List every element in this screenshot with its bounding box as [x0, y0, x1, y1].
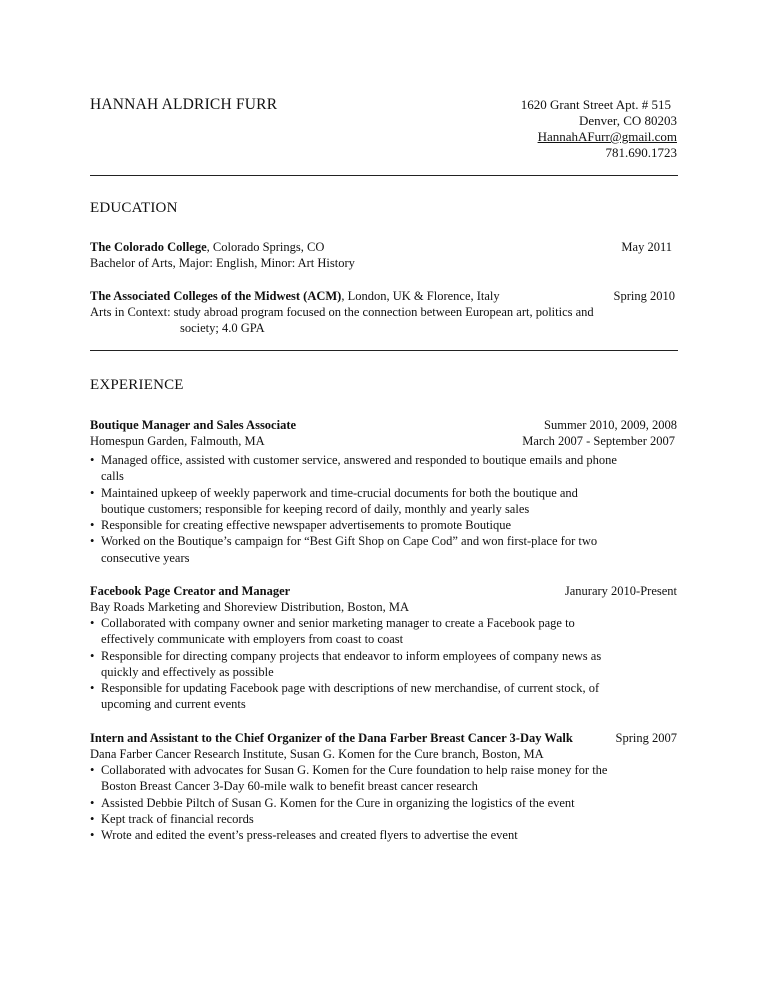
education-entry-1-title: [90, 239, 324, 255]
list-item: • Managed office, assisted with customer service, answered and responded to boutique emails and phone calls: [90, 453, 617, 484]
education-entry-2-program: Arts in Context: study abroad program focused on the connection between European art, politics and: [90, 305, 594, 319]
list-item: • Kept track of financial records: [90, 811, 254, 826]
job-1-date: Summer 2010, 2009, 2008: [544, 418, 677, 432]
job-1-role: Boutique Manager and Sales Associate: [90, 418, 297, 432]
list-item: • Collaborated with company owner and senior marketing manager to create a Facebook page to effectively communicate with employers from coast to coast: [90, 616, 575, 647]
list-item: • Maintained upkeep of weekly paperwork and time-crucial documents for both the boutique and boutique customers; responsible for keeping record of daily, monthly and yearly sales: [90, 485, 578, 516]
list-item: • Responsible for directing company projects that endeavor to inform employees of company news as quickly and effectively as possible: [90, 648, 602, 679]
education-entry-2-program-cont: society; 4.0 GPA: [180, 321, 265, 335]
education-entry-1-degree: Bachelor of Arts, Major: English, Minor: Art History: [90, 256, 355, 270]
school-name: The Associated Colleges of the Midwest (ACM): [90, 289, 342, 303]
job-3-role: Intern and Assistant to the Chief Organizer of the Dana Farber Breast Cancer 3-Day Walk: [90, 731, 573, 745]
education-entry-1-date: May 2011: [621, 240, 672, 254]
job-2-bullets: [90, 615, 690, 713]
list-item: • Wrote and edited the event’s press-releases and created flyers to advertise the event: [90, 828, 518, 843]
list-item: • Responsible for creating effective newspaper advertisements to promote Boutique: [90, 518, 512, 533]
email-link[interactable]: HannahAFurr@gmail.com: [537, 129, 677, 144]
job-1-bullets: [90, 452, 690, 566]
list-item: • Responsible for updating Facebook page with descriptions of new merchandise, of current stock, of upcoming and current events: [90, 681, 600, 712]
education-heading: EDUCATION: [90, 200, 178, 216]
list-item: • Assisted Debbie Piltch of Susan G. Komen for the Cure in organizing the logistics of the event: [90, 795, 575, 810]
job-1-org: Homespun Garden, Falmouth, MA: [90, 434, 265, 448]
job-3-org: Dana Farber Cancer Research Institute, Susan G. Komen for the Cure branch, Boston, MA: [90, 747, 544, 761]
divider: [90, 175, 678, 176]
job-3-bullets: [90, 762, 690, 843]
address-line-2: Denver, CO 80203: [578, 113, 677, 128]
school-location: , London, UK & Florence, Italy: [341, 289, 500, 303]
job-2-role: Facebook Page Creator and Manager: [90, 584, 291, 598]
school-location: , Colorado Springs, CO: [206, 240, 325, 254]
school-name: The Colorado College: [90, 240, 207, 254]
job-1-date-2: March 2007 - September 2007: [522, 434, 675, 448]
job-2-date: Janurary 2010-Present: [564, 584, 677, 598]
contact-block: [521, 97, 677, 161]
experience-heading: EXPERIENCE: [90, 377, 184, 393]
candidate-name: HANNAH ALDRICH FURR: [90, 96, 278, 113]
education-entry-2-date: Spring 2010: [613, 289, 675, 303]
address-line-1: 1620 Grant Street Apt. # 515: [520, 97, 671, 112]
job-2-org: Bay Roads Marketing and Shoreview Distribution, Boston, MA: [90, 600, 410, 614]
list-item: • Worked on the Boutique’s campaign for “Best Gift Shop on Cape Cod” and won first-place for two consecutive years: [90, 534, 598, 565]
phone-number: 781.690.1723: [605, 145, 677, 160]
list-item: • Collaborated with advocates for Susan G. Komen for the Cure foundation to help raise money for the Boston Breast Cancer 3-Day 60-mile walk to benefit breast cancer research: [90, 763, 608, 794]
education-entry-2-title: [90, 288, 500, 304]
job-3-date: Spring 2007: [615, 731, 677, 745]
divider: [90, 350, 678, 351]
